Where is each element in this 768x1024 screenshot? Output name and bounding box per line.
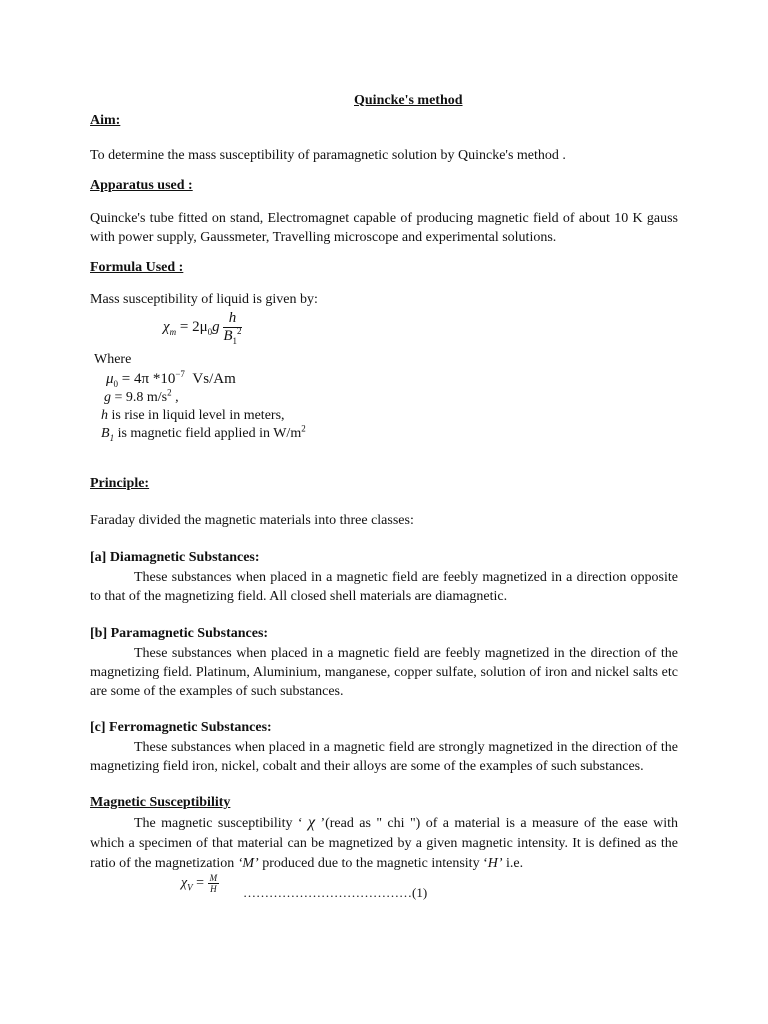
class-c-text: These substances when placed in a magnetic field are strongly magnetized in the direction of the magnetizing field iron, nickel, cobalt and their alloys are some of the examples of such substances. [90,740,678,774]
susceptibility-text: The magnetic susceptibility ‘ χ ’(read as " chi ") of a material is a measure of the ease with which a specimen of that material can be magnetized by a given magnetic intensity. It is defined as the ratio of the magnetization ‘M’ produced due to the magnetic intensity ‘H’ i.e. [90,814,678,871]
apparatus-text: Quincke's tube fitted on stand, Electromagnet capable of producing magnetic field of about 10 K gauss with power supply, Gaussmeter, Travelling microscope and experimental solutions. [90,211,678,245]
formula-rhs: = 2μ [179,318,208,335]
where-label: Where [94,352,132,367]
apparatus-heading: Apparatus used : [90,178,193,193]
mu0-line: $\mu_0 = 4\pi$ $*10^{-7}$ Vs/Am [106,369,236,389]
aim-heading: Aim: [90,113,121,128]
g-line: g = 9.8 $m/s^2$ , [104,387,179,405]
principle-heading: Principle: [90,476,150,491]
equation-fraction: $\frac{M}{H}$ [209,873,218,894]
page-title: Quincke's method [354,93,463,108]
b-line: $B_1$ is magnetic field applied in $W/m^2$ [101,423,306,443]
class-b-text: These substances when placed in a magnetic field are feebly magnetized in the direction of the magnetizing field. Platinum, Aluminium, manganese, copper sulfate, solution of iron and nickel salts etc are some of the examples of such substances. [90,646,678,699]
equation-number: …………………………………(1) [243,885,428,900]
class-c-label: [c] Ferromagnetic Substances: [90,720,272,735]
formula-intro: Mass susceptibility of liquid is given by: [90,292,318,307]
susceptibility-equation: $\chi_V$ = $\frac{M}{H}$ [181,873,218,894]
formula-lhs: χ [163,318,170,335]
susceptibility-heading: Magnetic Susceptibility [90,795,231,810]
aim-text: To determine the mass susceptibility of paramagnetic solution by Quincke's method . [90,148,566,163]
formula-fraction: $\frac{h}{B_1^2}$ [223,310,242,346]
class-a-label: [a] Diamagnetic Substances: [90,550,260,565]
formula-heading: Formula Used : [90,260,184,275]
class-b-label: [b] Paramagnetic Substances: [90,626,269,641]
h-line: h is rise in liquid level in meters, [101,408,285,423]
formula-equation: $\chi_m = 2\mu_0g$ $\frac{h}{B_1^2}$ [163,310,242,346]
principle-intro: Faraday divided the magnetic materials into three classes: [90,513,414,528]
class-a-text: These substances when placed in a magnetic field are feebly magnetized in a direction opposite to that of the magnetizing field. All closed shell materials are diamagnetic. [90,570,678,604]
